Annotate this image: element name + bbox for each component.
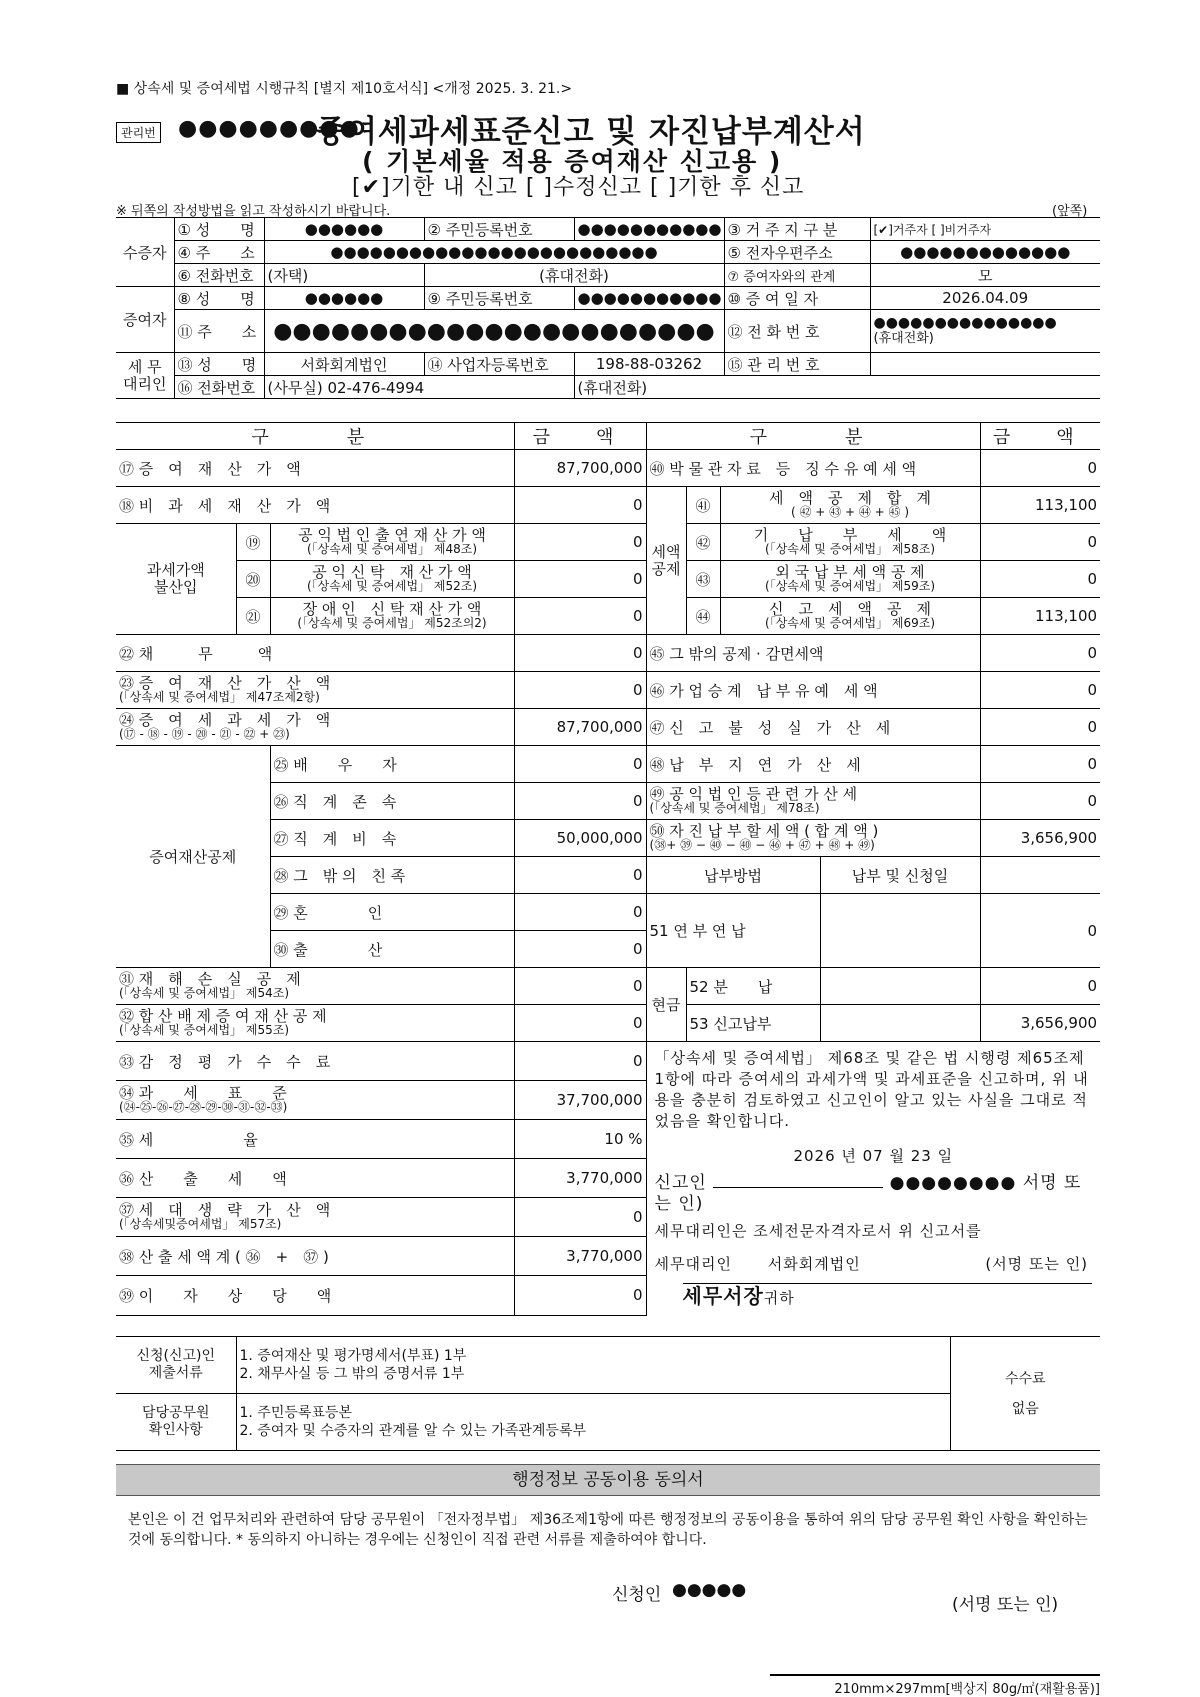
row-28-label: ㉘ 그 밖 의 친 족 <box>270 857 514 894</box>
pay-header-blank <box>980 857 1100 894</box>
row-21-sub: (「상속세 및 증여세법」 제52조의2) <box>297 616 487 630</box>
recipient-relation: 모 <box>870 264 1100 287</box>
donor-rrn-label: ⑨ 주민등록번호 <box>424 287 574 310</box>
row-19-num: ⑲ <box>236 524 270 561</box>
documents-table <box>116 1336 1100 1451</box>
management-number-label: 관리번 <box>116 122 161 143</box>
submit-doc-1: 1. 증여재산 및 평가명세서(부표) 1부 <box>239 1348 467 1364</box>
agent-name-label: ⑬ 성 명 <box>174 353 264 376</box>
row-35-label: ㉟ 세 율 <box>116 1120 514 1159</box>
row-49-sub: (「상속세 및 증여세법」 제78조) <box>649 801 820 815</box>
row-30-label: ㉚ 출 산 <box>270 931 514 968</box>
row-37-sub: (「상속세및증여세법」 제57조) <box>119 1217 282 1232</box>
row-19-label: 공 익 법 인 출 연 재 산 가 액 <box>298 526 486 544</box>
row-24-value: 87,700,000 <box>514 709 646 746</box>
donor-phone-label: ⑫ 전 화 번 호 <box>724 310 870 353</box>
instruction-note: ※ 뒤쪽의 작성방법을 읽고 작성하시기 바랍니다. <box>116 204 391 219</box>
agent-mgmt-label: ⑮ 관 리 번 호 <box>724 353 870 376</box>
agent-section: 세 무 대리인 <box>116 353 174 399</box>
applicant-sign: (서명 또는 인) <box>952 1595 1059 1615</box>
row-50-value: 3,656,900 <box>980 820 1100 857</box>
row-24-label: ㉔ 증 여 세 과 세 가 액 <box>119 711 331 729</box>
row-49-value: 0 <box>980 783 1100 820</box>
row-19-sub: (「상속세 및 증여세법」 제48조) <box>307 542 477 556</box>
row-23-sub: (「상속세 및 증여세법」 제47조제2항) <box>119 690 320 704</box>
declaration-date: 2026 년 07 월 23 일 <box>793 1147 954 1165</box>
row-44-sub: (「상속세 및 증여세법」 제69조) <box>765 616 936 630</box>
party-info-table <box>116 217 1100 399</box>
submit-docs-label: 신청(신고)인 제출서류 <box>116 1337 236 1394</box>
donor-phone: ●●●●●●●●●●●●●●● <box>873 315 1057 331</box>
agent-name: 서화회계법인 <box>264 353 424 376</box>
row-20-value: 0 <box>514 561 646 598</box>
row-33-label: ㉝ 감 정 평 가 수 수 료 <box>116 1042 514 1081</box>
row-42-label: 기 납 부 세 액 <box>753 526 947 544</box>
donor-date-label: ⑩ 증 여 일 자 <box>724 287 870 310</box>
row-19-value: 0 <box>514 524 646 561</box>
recipient-name-label: ① 성 명 <box>174 218 264 241</box>
row-44-label: 신 고 세 액 공 제 <box>769 600 931 618</box>
agent-mgmt-value <box>870 353 1100 376</box>
row-29-value: 0 <box>514 894 646 931</box>
row-42-sub: (「상속세 및 증여세법」 제58조) <box>765 542 936 556</box>
row-23-label: ㉓ 증 여 재 산 가 산 액 <box>119 674 331 692</box>
recipient-name: ●●●●●● <box>264 218 424 241</box>
row-40-value: 0 <box>980 450 1100 487</box>
recipient-section: 수증자 <box>116 218 174 287</box>
report-type: [✔]기한 내 신고 [ ]수정신고 [ ]기한 후 신고 <box>352 175 805 200</box>
consent-text: 본인은 이 건 업무처리와 관련하여 담당 공무원이 「전자정부법」 제36조제1항에 따른 행정정보의 공동이용을 통하여 위의 담당 공무원 확인 사항을 확인하는 것에 동의합니다. * 동의하지 아니하는 경우에는 신청인이 직접 관련 서류를 제출하여야 합니다. <box>128 1512 1088 1548</box>
paper-spec: 210mm×297mm[백상지 80g/㎡(재활용품)] <box>770 1674 1100 1697</box>
row-51-label: 51 연 부 연 납 <box>646 894 820 968</box>
row-31-value: 0 <box>514 968 646 1005</box>
reporter-value: ●●●●●●●● <box>889 1173 1017 1193</box>
row-35-value: 10 % <box>514 1120 646 1159</box>
donor-phone-mobile: (휴대전화) <box>873 331 934 346</box>
tax-calc-table <box>116 422 1100 1316</box>
donor-section: 증여자 <box>116 287 174 353</box>
row-51-value: 0 <box>980 894 1100 968</box>
row-43-value: 0 <box>980 561 1100 598</box>
row-21-num: ㉑ <box>236 598 270 635</box>
row-39-value: 0 <box>514 1276 646 1315</box>
row-34-label: ㉞ 과 세 표 준 <box>119 1084 287 1103</box>
row-37-value: 0 <box>514 1198 646 1237</box>
check-doc-2: 2. 증여자 및 수증자의 관계를 알 수 있는 가족관계등록부 <box>239 1423 586 1439</box>
consent-title: 행정정보 공동이용 동의서 <box>116 1464 1100 1496</box>
pay-method-header: 납부방법 <box>646 857 820 894</box>
agent-sign: (서명 또는 인) <box>985 1255 1089 1273</box>
row-20-label: 공 익 신 탁 재 산 가 액 <box>312 563 472 581</box>
recipient-rrn-label: ② 주민등록번호 <box>424 218 574 241</box>
row-31-sub: (「상속세 및 증여세법」 제54조) <box>119 986 289 1000</box>
row-45-value: 0 <box>980 635 1100 672</box>
row-38-value: 3,770,000 <box>514 1237 646 1276</box>
row-32-sub: (「상속세 및 증여세법」 제55조) <box>119 1023 289 1037</box>
donor-name-label: ⑧ 성 명 <box>174 287 264 310</box>
page-side: (앞쪽) <box>1052 204 1088 219</box>
row-52-label: 52 분 납 <box>686 968 820 1005</box>
check-doc-1: 1. 주민등록표등본 <box>239 1405 352 1421</box>
row-50-label: ㊿ 자 진 납 부 할 세 액 ( 합 계 액 ) <box>649 822 879 840</box>
cash-group: 현금 <box>646 968 686 1042</box>
row-20-num: ⑳ <box>236 561 270 598</box>
row-34-sub: (㉔-㉕-㉖-㉗-㉘-㉙-㉚-㉛-㉜-㉝) <box>119 1100 288 1115</box>
row-36-label: ㊱ 산 출 세 액 <box>116 1159 514 1198</box>
row-36-value: 3,770,000 <box>514 1159 646 1198</box>
agent-phone-office: (사무실) 02-476-4994 <box>264 376 574 399</box>
row-50-sub: (㊳+ ㊴ − ㊵ − ㊵ − ㊻ + ㊼ + ㊽ + ㊾) <box>649 838 875 852</box>
row-20-sub: (「상속세 및 증여세법」 제52조) <box>307 579 477 593</box>
row-31-label: ㉛ 재 해 손 실 공 제 <box>119 970 301 988</box>
submit-doc-2: 2. 채무사실 등 그 밖의 증명서류 1부 <box>239 1366 465 1382</box>
form-subtitle: ( 기본세율 적용 증여재산 신고용 ) <box>362 147 783 176</box>
row-26-value: 0 <box>514 783 646 820</box>
row-41-label: 세 액 공 제 합 계 <box>769 489 931 507</box>
agent-statement: 세무대리인은 조세전문자격자로서 위 신고서를 <box>654 1222 982 1240</box>
row-44-num: ㊹ <box>686 598 720 635</box>
row-49-label: ㊾ 공 익 법 인 등 관 련 가 산 세 <box>649 785 858 803</box>
row-37-label: ㊲ 세 대 생 략 가 산 액 <box>119 1201 331 1220</box>
row-51-date <box>820 894 980 968</box>
recipient-phone-home: (자택) <box>264 264 424 287</box>
tax-office: 세무서장 <box>682 1284 764 1308</box>
row-46-value: 0 <box>980 672 1100 709</box>
row-32-value: 0 <box>514 1005 646 1042</box>
row-18-value: 0 <box>514 487 646 524</box>
row-22-label: ㉒ 채 무 액 <box>116 635 514 672</box>
recipient-email-label: ⑤ 전자우편주소 <box>724 241 870 264</box>
donor-address-label: ⑪ 주 소 <box>174 310 264 353</box>
row-48-value: 0 <box>980 746 1100 783</box>
recipient-residence-label: ③ 거 주 지 구 분 <box>724 218 870 241</box>
row-44-value: 113,100 <box>980 598 1100 635</box>
header-category-left: 구 분 <box>116 423 514 450</box>
row-23-value: 0 <box>514 672 646 709</box>
row-30-value: 0 <box>514 931 646 968</box>
row-42-value: 0 <box>980 524 1100 561</box>
donor-date: 2026.04.09 <box>870 287 1100 310</box>
pay-apply-header: 납부 및 신청일 <box>820 857 980 894</box>
row-28-value: 0 <box>514 857 646 894</box>
row-34-value: 37,700,000 <box>514 1081 646 1120</box>
donor-rrn: ●●●●●●●●●●● <box>574 287 724 310</box>
row-41-sub: ( ㊷ + ㊸ + ㊹ + ㊺ ) <box>791 505 910 519</box>
reporter-label: 신고인 <box>654 1173 707 1193</box>
row-21-value: 0 <box>514 598 646 635</box>
deduction-group: 증여재산공제 <box>116 746 270 968</box>
header-amount-left: 금 액 <box>514 423 646 450</box>
row-25-label: ㉕ 배 우 자 <box>270 746 514 783</box>
form-title: 증여세과세표준신고 및 자진납부계산서 <box>316 114 866 150</box>
row-40-label: ㊵ 박 물 관 자 료 등 징 수 유 예 세 액 <box>646 450 980 487</box>
row-46-label: ㊻ 가 업 승 계 납 부 유 예 세 액 <box>646 672 980 709</box>
row-24-sub: (⑰ - ⑱ - ⑲ - ⑳ - ㉑ - ㉒ + ㉓) <box>119 727 290 741</box>
row-45-label: ㊺ 그 밖의 공제 · 감면세액 <box>646 635 980 672</box>
applicant-value: ●●●●● <box>672 1580 747 1600</box>
row-29-label: ㉙ 혼 인 <box>270 894 514 931</box>
applicant-label: 신청인 <box>612 1585 662 1605</box>
declaration-text: 「상속세 및 증여세법」 제68조 및 같은 법 시행령 제65조제1항에 따라 증여세의 과세가액 및 과세표준을 신고하며, 위 내용을 충분히 검토하였고 신고인이 알고 있는 사실을 그대로 적었음을 확인합니다. <box>654 1049 1089 1130</box>
credit-group: 세액 공제 <box>646 487 686 635</box>
row-39-label: ㊴ 이 자 상 당 액 <box>116 1276 514 1315</box>
row-53-label: 53 신고납부 <box>686 1005 820 1042</box>
row-27-value: 50,000,000 <box>514 820 646 857</box>
agent-bizno-label: ⑭ 사업자등록번호 <box>424 353 574 376</box>
fee-value: 없음 <box>1011 1400 1039 1417</box>
agent-sign-name: 서화회계법인 <box>767 1255 861 1273</box>
row-52-value: 0 <box>980 968 1100 1005</box>
exclusion-group: 과세가액 불산입 <box>116 524 236 635</box>
row-41-num: ㊶ <box>686 487 720 524</box>
row-43-sub: (「상속세 및 증여세법」 제59조) <box>765 579 936 593</box>
recipient-phone-mobile: (휴대전화) <box>424 264 724 287</box>
header-category-right: 구 분 <box>646 423 980 450</box>
agent-bizno: 198-88-03262 <box>574 353 724 376</box>
header-amount-right: 금 액 <box>980 423 1100 450</box>
row-21-label: 장 애 인 신 탁 재 산 가 액 <box>302 600 482 618</box>
row-47-label: ㊼ 신 고 불 성 실 가 산 세 <box>646 709 980 746</box>
check-docs-label: 담당공무원 확인사항 <box>116 1394 236 1451</box>
row-43-label: 외 국 납 부 세 액 공 제 <box>775 563 925 581</box>
row-53-value: 3,656,900 <box>980 1005 1100 1042</box>
recipient-address: ●●●●●●●●●●●●●●●●●●●●●●●●● <box>264 241 724 264</box>
row-18-label: ⑱ 비 과 세 재 산 가 액 <box>116 487 514 524</box>
row-17-value: 87,700,000 <box>514 450 646 487</box>
agent-sign-label: 세무대리인 <box>654 1255 732 1273</box>
row-25-value: 0 <box>514 746 646 783</box>
row-42-num: ㊷ <box>686 524 720 561</box>
row-33-value: 0 <box>514 1042 646 1081</box>
row-17-label: ⑰ 증 여 재 산 가 액 <box>116 450 514 487</box>
recipient-phone-label: ⑥ 전화번호 <box>174 264 264 287</box>
row-27-label: ㉗ 직 계 비 속 <box>270 820 514 857</box>
row-22-value: 0 <box>514 635 646 672</box>
recipient-rrn: ●●●●●●●●●●● <box>574 218 724 241</box>
recipient-address-label: ④ 주 소 <box>174 241 264 264</box>
row-32-label: ㉜ 합 산 배 제 증 여 재 산 공 제 <box>119 1007 327 1025</box>
recipient-email: ●●●●●●●●●●●●● <box>870 241 1100 264</box>
row-47-value: 0 <box>980 709 1100 746</box>
row-41-value: 113,100 <box>980 487 1100 524</box>
row-38-label: ㊳ 산 출 세 액 계 ( ㊱ + ㊲ ) <box>116 1237 514 1276</box>
row-48-label: ㊽ 납 부 지 연 가 산 세 <box>646 746 980 783</box>
row-43-num: ㊸ <box>686 561 720 598</box>
agent-phone-mobile: (휴대전화) <box>574 376 1100 399</box>
reporter-sign: 서명 또는 인) <box>654 1173 1082 1214</box>
tax-office-suffix: 귀하 <box>763 1289 795 1307</box>
row-26-label: ㉖ 직 계 존 속 <box>270 783 514 820</box>
form-reference: ■ 상속세 및 증여세법 시행규칙 [별지 제10호서식] <개정 2025. 3. 21.> <box>116 81 573 97</box>
fee-label: 수수료 <box>1004 1370 1046 1387</box>
management-number-value: ●●●●●●●●● <box>178 116 360 141</box>
recipient-relation-label: ⑦ 증여자와의 관계 <box>724 264 870 287</box>
agent-phone-label: ⑯ 전화번호 <box>174 376 264 399</box>
donor-address: ●●●●●●●●●●●●●●●●●●●●●●● <box>264 310 724 353</box>
recipient-residence: [✔]거주자 [ ]비거주자 <box>870 218 1100 241</box>
donor-name: ●●●●●● <box>264 287 424 310</box>
